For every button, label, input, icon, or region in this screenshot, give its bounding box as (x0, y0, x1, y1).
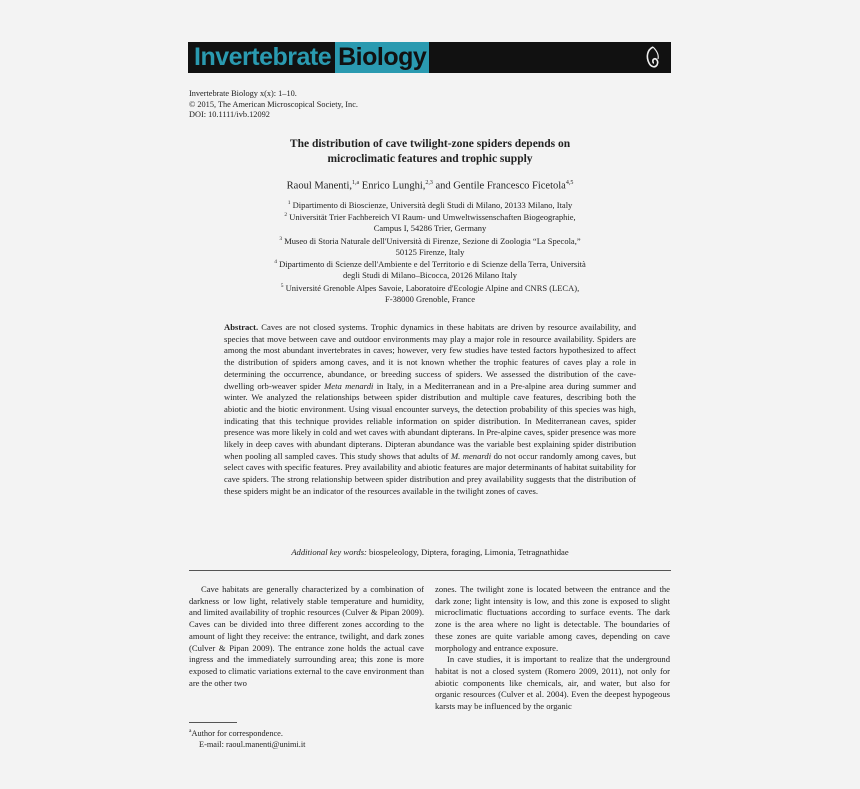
affiliation-4-text: Dipartimento di Scienze dell'Ambiente e del Territorio e di Scienze della Terra, Università (279, 258, 586, 269)
footnote-text: Author for correspondence. (191, 728, 283, 738)
author-list (190, 180, 670, 192)
journal-banner (188, 42, 671, 73)
key-words (224, 547, 636, 557)
affiliation-2-text-2: Campus I, 54286 Trier, Germany (373, 222, 487, 233)
affiliation-2-text: Universität Trier Fachbereich VI Raum- und Umweltwissenschaften Biogeographie, (289, 211, 576, 222)
affiliation-5-text: Université Grenoble Alpes Savoie, Laboratoire d'Ecologie Alpine and CNRS (LECA), (285, 282, 580, 293)
footnote-marker: a (189, 728, 192, 734)
affiliation-4-text-2: degli Studi di Milano–Bicocca, 20126 Milano Italy (343, 269, 517, 280)
body-paragraph: In cave studies, it is important to realize that the underground habitat is not a closed system (Romero 2009, 2011), not only for abiotic components like chemicals, air, and water, but also for organic resources (Culver et al. 2004). Even the deepest hypogeous karsts may be influenced by the organic (435, 654, 670, 712)
affiliation-4 (190, 257, 670, 281)
affiliation-1-text: Dipartimento di Bioscienze, Università degli Studi di Milano, 20133 Milano, Italy (292, 199, 573, 210)
affiliation-1-number: 1 (287, 200, 291, 206)
affiliation-1 (190, 198, 670, 211)
affiliation-4-number: 4 (274, 259, 277, 265)
footnote-email: E-mail: raoul.manenti@unimi.it (199, 740, 306, 750)
section-divider (189, 570, 671, 571)
keywords-text: biospeleology, Diptera, foraging, Limonia, Tetragnathidae (366, 547, 569, 557)
body-paragraph: zones. The twilight zone is located between the entrance and the dark zone; light intensity is low, and this zone is exposed to slight microclimatic fluctuations according to surface events. The dark zone is the area where no light is detectable. The boundaries of these zones are quite variable among caves, depending on cave morphology and entrance exposure. (435, 584, 670, 653)
affiliation-2-number: 2 (284, 212, 288, 218)
abstract-label: Abstract. (224, 322, 259, 332)
affiliation-2 (190, 210, 670, 234)
citation-meta (189, 89, 358, 121)
copyright-line: © 2015, The American Microscopical Society, Inc. (189, 99, 358, 109)
author-3-affil: 4,5 (565, 180, 574, 186)
species-name-2: M. menardi (450, 450, 492, 461)
footnote-rule (189, 722, 237, 723)
affiliation-3 (190, 234, 670, 258)
journal-name-word2: Biology (335, 42, 429, 73)
author-3: and Gentile Francesco Ficetola (432, 180, 566, 192)
abstract-text-2: in Italy, in a Mediterranean and in a Pre-alpine area during summer and winter. We analyzed the relationships between spider distribution and multiple cave features, describing both the abiotic and the biotic environment. Using visual encounter surveys, the detection probability of this species was high, indicating that this technique provides reliable information on spider distribution. In Mediterranean caves, spider presence was more likely in cold and wet caves with abundant dipterans. In Pre-alpine caves, spider presence was more likely in deep caves with abundant dipterans. Dipteran abundance was the variable best explaining spider distribution when pooling all sampled caves. This study shows that adults of (224, 380, 636, 461)
abstract-text-3: do not occur randomly among caves, but select caves with specific features. Prey availability and abiotic features are major determinants of habitat suitability for cave spiders. The strong relationship between spider distribution and prey availability suggests that the distribution of these spiders might be an indicator of the resources available in the twilight zones of caves. (224, 450, 636, 496)
affiliation-3-number: 3 (279, 236, 283, 242)
affiliation-3-text: Museo di Storia Naturale dell'Università di Firenze, Sezione di Zoologia “La Specola,” (284, 235, 581, 246)
abstract (224, 322, 636, 498)
species-name-1: Meta menardi (324, 380, 374, 391)
citation-line: Invertebrate Biology x(x): 1–10. (189, 89, 297, 98)
affiliation-5 (190, 281, 670, 305)
keywords-label: Additional key words: (291, 547, 367, 557)
author-2: Enrico Lunghi, (359, 180, 426, 192)
shell-logo-icon (641, 45, 665, 70)
doi-line: DOI: 10.1111/ivb.12092 (189, 110, 270, 120)
body-paragraph: Cave habitats are generally characterized by a combination of darkness or low light, relatively stable temperature and humidity, and limited availability of trophic resources (Culver & Pipan 2009). Caves can be divided into three different zones according to the amount of light they receive: the entrance, twilight, and dark zones (Culver & Pipan 2009). The entrance zone holds the actual cave ingress and the immediately surrounding area; this zone is more exposed to climatic variations external to the cave environment than are the other two (189, 584, 424, 688)
author-1-affil: 1,a (352, 180, 360, 186)
body-column-left (189, 584, 424, 689)
body-column-right (435, 584, 670, 713)
abstract-text-1: Caves are not closed systems. Trophic dynamics in these habitats are driven by resource availability, and species that move between cave and outdoor environments may play a major role in resource availability. Spiders are among the most abundant invertebrates in caves; however, very few studies have tested factors hypothesized to affect the distribution of spiders among caves, and it is not known whether the trophic features of caves play a role in determining the occurrence, abundance, or breeding success of spiders. We assessed the distribution of the cave-dwelling orb-weaver spider (224, 322, 636, 391)
author-1: Raoul Manenti, (286, 180, 352, 192)
title-line-2: microclimatic features and trophic supply (327, 152, 533, 165)
journal-name-word1: Invertebrate (194, 43, 332, 71)
affiliation-5-number: 5 (280, 283, 284, 289)
title-line-1: The distribution of cave twilight-zone spiders depends on (289, 138, 571, 150)
author-2-affil: 2,3 (425, 180, 433, 186)
article-title (190, 137, 670, 166)
footnote (189, 726, 306, 751)
affiliation-3-text-2: 50125 Firenze, Italy (395, 246, 465, 257)
affiliation-5-text-2: F-38000 Grenoble, France (385, 293, 475, 304)
